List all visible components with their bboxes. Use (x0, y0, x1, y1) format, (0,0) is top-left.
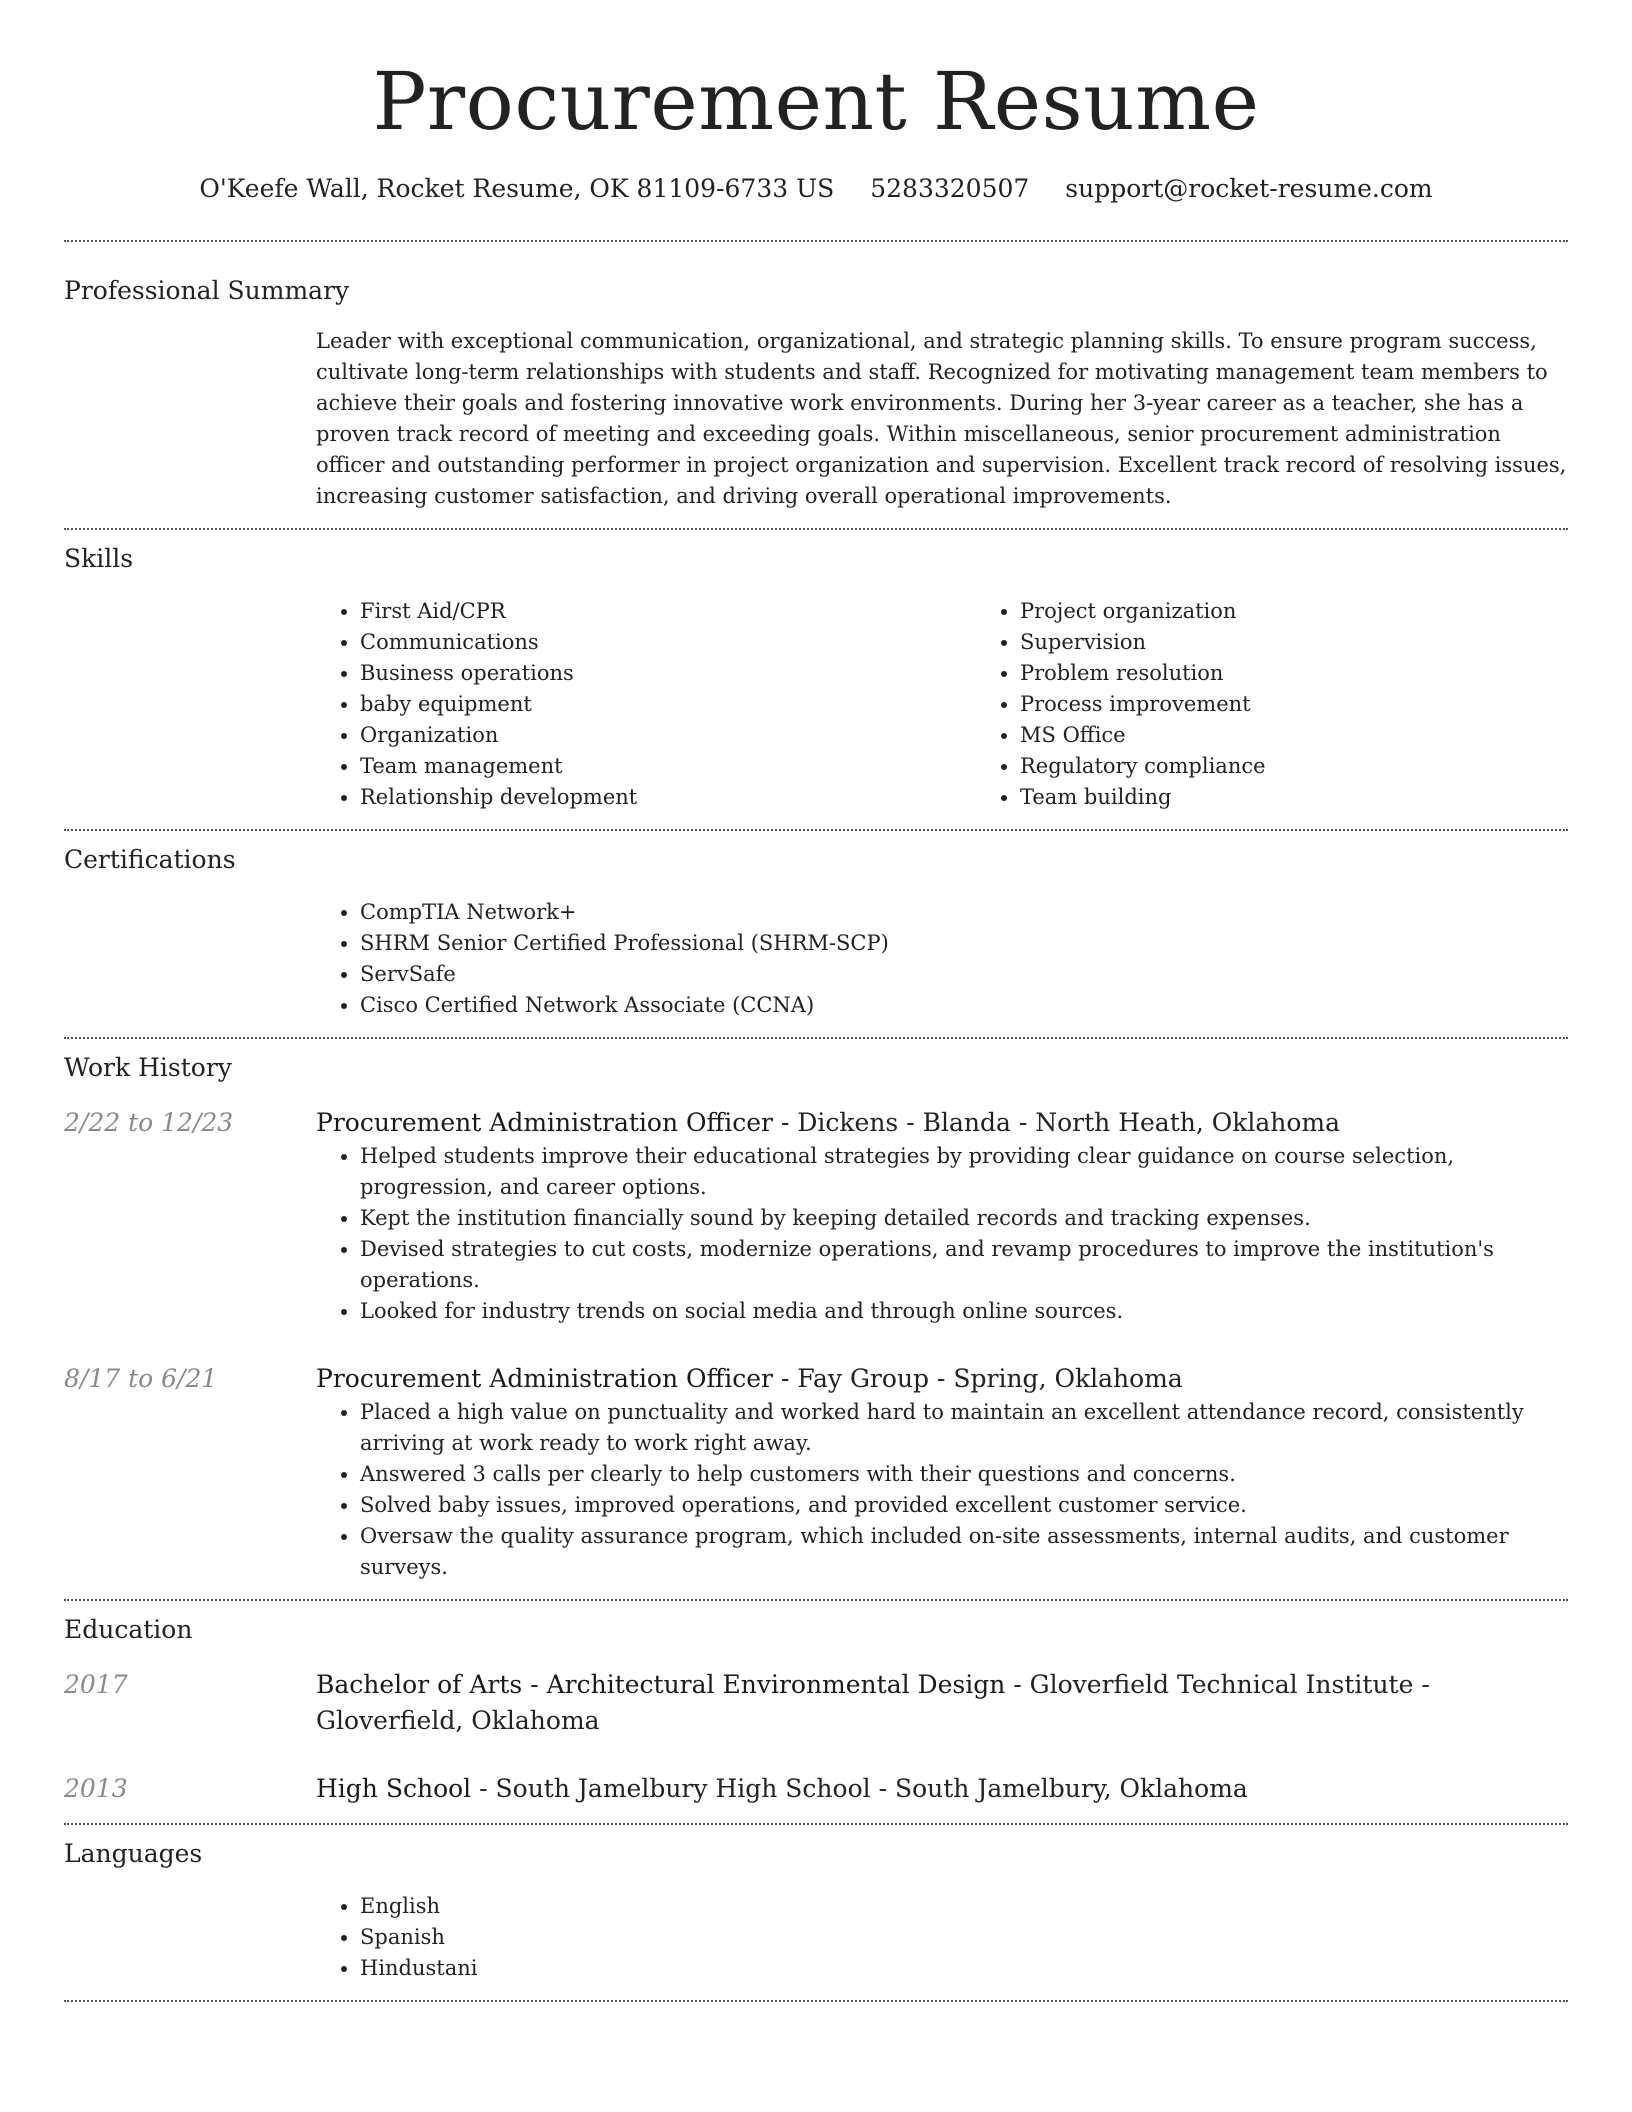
section-title-work: Work History (64, 1053, 232, 1082)
section-title-skills: Skills (64, 544, 134, 573)
address: O'Keefe Wall, Rocket Resume, OK 81109-6733 US (199, 174, 835, 203)
language-item: • English (360, 1891, 1568, 1922)
education-line (316, 1771, 1568, 1807)
job-duty: • Placed a high value on punctuality and worked hard to maintain an excellent attendance record, consistently arriving at work ready to work right away. (360, 1397, 1568, 1459)
education-entry (64, 1667, 1568, 1739)
skills-list-left (316, 596, 976, 813)
job-role: Procurement Administration Officer (316, 1364, 773, 1393)
education-entry (64, 1771, 1568, 1807)
education-degree: High School (316, 1774, 472, 1803)
education-school: - Gloverfield Technical Institute - Gloverfield, Oklahoma (316, 1670, 1430, 1735)
skill-item: • First Aid/CPR (360, 596, 976, 627)
job-entry (64, 1361, 1568, 1583)
certification-item: • CompTIA Network+ (360, 897, 1568, 928)
skill-item: • Supervision (1020, 627, 1632, 658)
skill-item: • Relationship development (360, 782, 976, 813)
certifications-list (316, 897, 1568, 1021)
job-title-line (316, 1361, 1568, 1397)
skill-item: • Communications (360, 627, 976, 658)
languages-list (316, 1891, 1568, 1984)
job-duty: • Oversaw the quality assurance program, which included on-site assessments, internal audits, and customer surveys. (360, 1521, 1568, 1583)
section-education (64, 1601, 1568, 1823)
section-skills (64, 530, 1568, 829)
section-languages (64, 1825, 1568, 2000)
section-summary (64, 242, 1568, 528)
section-work-history (64, 1039, 1568, 1599)
section-title-languages: Languages (64, 1839, 203, 1868)
email: support@rocket-resume.com (1065, 174, 1433, 203)
education-school: - South Jamelbury High School - South Jamelbury, Oklahoma (471, 1774, 1248, 1803)
skill-item: • Process improvement (1020, 689, 1632, 720)
skill-item: • Team building (1020, 782, 1632, 813)
job-dates: 8/17 to 6/21 (64, 1364, 218, 1393)
job-duty: • Devised strategies to cut costs, modernize operations, and revamp procedures to improve the institution's operations. (360, 1234, 1568, 1296)
job-duty: • Helped students improve their educational strategies by providing clear guidance on course selection, progression, and career options. (360, 1141, 1568, 1203)
skill-item: • MS Office (1020, 720, 1632, 751)
skill-item: • Organization (360, 720, 976, 751)
certification-item: • SHRM Senior Certified Professional (SHRM-SCP) (360, 928, 1568, 959)
divider (64, 2000, 1568, 2002)
job-duty: • Looked for industry trends on social media and through online sources. (360, 1296, 1568, 1327)
education-year: 2017 (64, 1670, 128, 1699)
skills-list-right (976, 596, 1632, 813)
phone: 5283320507 (870, 174, 1030, 203)
education-line (316, 1667, 1568, 1739)
job-dates: 2/22 to 12/23 (64, 1108, 234, 1137)
summary-text: Leader with exceptional communication, organizational, and strategic planning skills. To ensure program success, cultivate long-term relationships with students and staff. Recognized for motivating management team members to achieve their goals and fostering innovative work environments. During her 3-year career as a teacher, she has a proven track record of meeting and exceeding goals. Within miscellaneous, senior procurement administration officer and outstanding performer in project organization and supervision. Excellent track record of resolving issues, increasing customer satisfaction, and driving overall operational improvements. (316, 329, 1567, 508)
job-employer: - Dickens - Blanda - North Heath, Oklahoma (773, 1108, 1341, 1137)
resume-title: Procurement Resume (372, 55, 1260, 148)
skill-item: • Regulatory compliance (1020, 751, 1632, 782)
section-certifications (64, 831, 1568, 1037)
job-entry (64, 1105, 1568, 1327)
certification-item: • Cisco Certified Network Associate (CCNA) (360, 990, 1568, 1021)
job-employer: - Fay Group - Spring, Oklahoma (773, 1364, 1183, 1393)
job-duty: • Kept the institution financially sound by keeping detailed records and tracking expenses. (360, 1203, 1568, 1234)
skill-item: • baby equipment (360, 689, 976, 720)
job-duty: • Solved baby issues, improved operations, and provided excellent customer service. (360, 1490, 1568, 1521)
job-duty: • Answered 3 calls per clearly to help customers with their questions and concerns. (360, 1459, 1568, 1490)
contact-line (64, 172, 1568, 206)
skill-item: • Project organization (1020, 596, 1632, 627)
skill-item: • Business operations (360, 658, 976, 689)
education-degree: Bachelor of Arts - Architectural Environmental Design (316, 1670, 1006, 1699)
job-title-line (316, 1105, 1568, 1141)
certification-item: • ServSafe (360, 959, 1568, 990)
job-role: Procurement Administration Officer (316, 1108, 773, 1137)
job-duties (316, 1397, 1568, 1583)
language-item: • Spanish (360, 1922, 1568, 1953)
skill-item: • Problem resolution (1020, 658, 1632, 689)
section-title-certifications: Certifications (64, 845, 236, 874)
job-duties (316, 1141, 1568, 1327)
section-title-summary: Professional Summary (64, 276, 350, 305)
skill-item: • Team management (360, 751, 976, 782)
language-item: • Hindustani (360, 1953, 1568, 1984)
section-title-education: Education (64, 1615, 193, 1644)
education-year: 2013 (64, 1774, 128, 1803)
